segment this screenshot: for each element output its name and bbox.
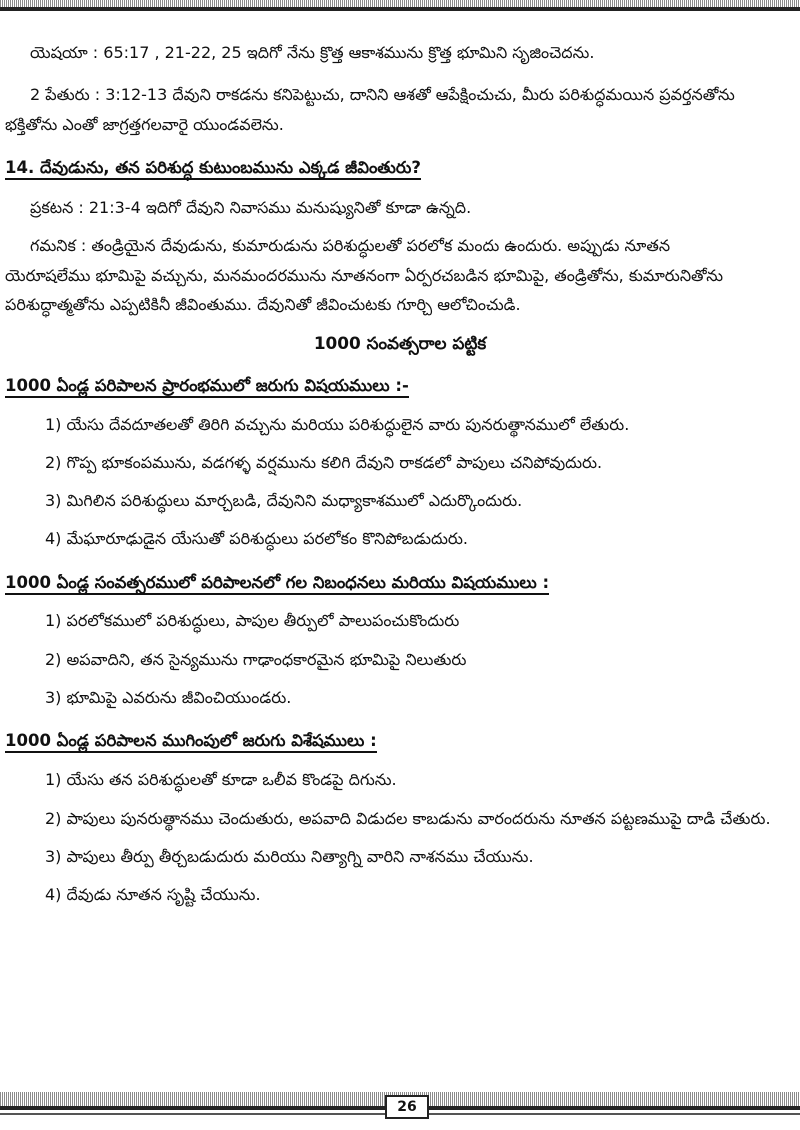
note-line-1: గమనిక : తండ్రియైన దేవుడును, కుమారుడును పరిశుద్ధులతో పరలోక మందు ఉందురు. అప్పుడు నూతన <box>30 236 671 255</box>
end-heading: 1000 ఏండ్ల పరిపాలన ముగింపులో జరుగు విశేషములు : <box>5 730 377 752</box>
isaiah-verse: యెషయా : 65:17 , 21-22, 25 ఇదిగో నేను క్రొత్త ఆకాశమును క్రొత్త భూమిని సృజించెదను. <box>30 43 595 62</box>
peter-verse-line-1: 2 పేతురు : 3:12-13 దేవుని రాకడను కనిపెట్టుచు, దానిని ఆశతో ఆపేక్షించుచు, మీరు పరిశుద్ధమయిన ప్రవర్తనతోను <box>30 85 735 104</box>
during-item: 3) భూమిపై ఎవరును జీవించియుండరు. <box>45 688 292 707</box>
end-item: 1) యేసు తన పరిశుద్ధులతో కూడా ఒలీవ కొండపై దిగును. <box>45 770 397 789</box>
millennium-table-title: 1000 సంవత్సరాల పట్టిక <box>313 333 487 353</box>
beginning-item: 3) మిగిలిన పరిశుద్ధులు మార్చబడి, దేవునిని మధ్యాకాశములో ఎదుర్కొందురు. <box>45 491 523 510</box>
beginning-item: 4) మేఘారూఢుడైన యేసుతో పరిశుద్ధులు పరలోకం కొనిపోబడుదురు. <box>45 529 469 548</box>
beginning-heading: 1000 ఏండ్ల పరిపాలన ప్రారంభములో జరుగు విషయములు :- <box>5 375 409 397</box>
note-line-2: యెరూషలేము భూమిపై వచ్చును, మనమందరమును నూతనంగా ఏర్పరచబడిన భూమిపై, తండ్రితోను, కుమారునితోను <box>5 266 724 285</box>
beginning-item: 2) గొప్ప భూకంపమును, వడగళ్ళ వర్షమును కలిగి దేవుని రాకడలో పాపులు చనిపోవుదురు. <box>45 453 603 472</box>
note-line-3: పరిశుద్ధాత్మతోను ఎప్పటికినీ జీవింతుము. దేవునితో జీవించుటకు గూర్చి ఆలోచించుడి. <box>5 295 521 314</box>
peter-verse-line-2: భక్తితోను ఎంతో జాగ్రత్తగలవారై యుండవలెను. <box>5 115 284 134</box>
section-14-heading: 14. దేవుడును, తన పరిశుద్ధ కుటుంబమును ఎక్కడ జీవింతురు? <box>5 157 421 179</box>
during-item: 2) అపవాదిని, తన సైన్యమును గాఢాంధకారమైన భూమిపై నిలుతురు <box>45 650 467 669</box>
page-number: 26 <box>385 1095 429 1119</box>
end-item: 3) పాపులు తీర్పు తీర్చబడుదురు మరియు నిత్యాగ్ని వారిని నాశనము చేయును. <box>45 847 534 866</box>
end-item: 4) దేవుడు నూతన సృష్టి చేయును. <box>45 885 261 904</box>
beginning-item: 1) యేసు దేవదూతలతో తిరిగి వచ్చును మరియు పరిశుద్ధులైన వారు పునరుత్థానములో లేతురు. <box>45 415 630 434</box>
end-item: 2) పాపులు పునరుత్థానము చెందుతురు, అపవాది విడుదల కాబడును వారందరును నూతన పట్టణముపై దాడి చేతురు. <box>45 809 771 828</box>
top-border-rule <box>0 7 800 11</box>
top-border-pattern <box>0 0 800 7</box>
revelation-verse: ప్రకటన : 21:3-4 ఇదిగో దేవుని నివాసము మనుష్యునితో కూడా ఉన్నది. <box>30 198 472 217</box>
during-item: 1) పరలోకములో పరిశుద్ధులు, పాపుల తీర్పులో పాలుపంచుకొందురు <box>45 611 460 630</box>
during-heading: 1000 ఏండ్ల సంవత్సరములో పరిపాలనలో గల నిబంధనలు మరియు విషయములు : <box>5 572 549 594</box>
